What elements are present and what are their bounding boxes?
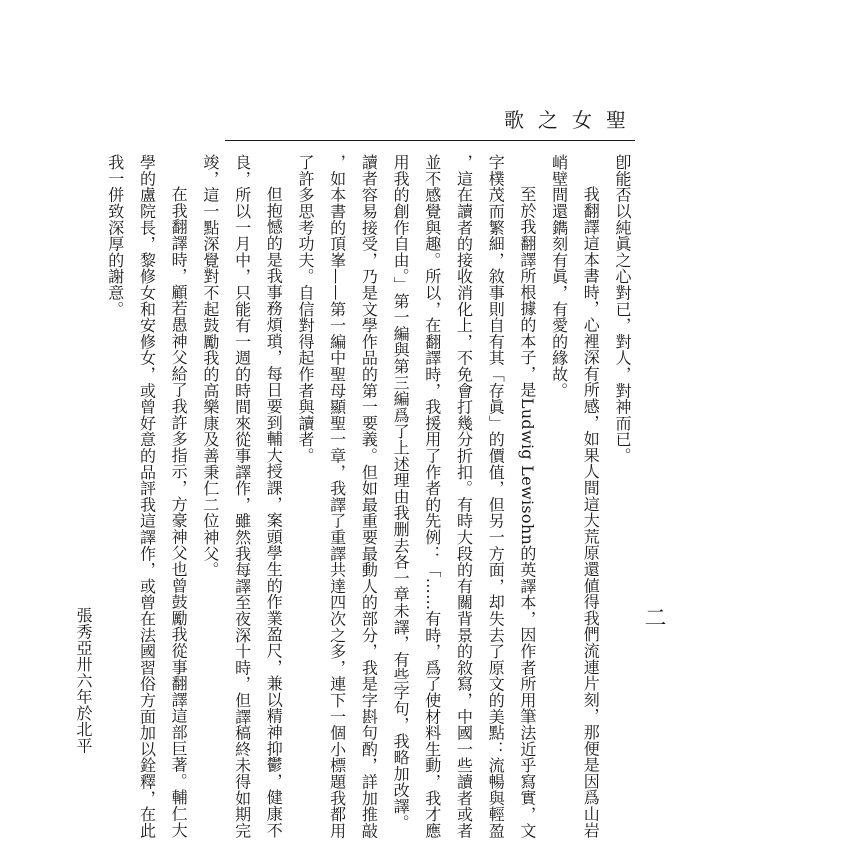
text-column: 學的盧院長，黎修女和安修女，或曾好意的品評我這譯作，或曾在法國習俗方面加以銓釋，在此 [137, 154, 157, 839]
text-column: 卽能否以純眞之心對已，對人，對神而已。 [613, 154, 632, 464]
text-column: 我一併致深厚的謝意。 [105, 154, 125, 317]
text-column: 良，所以一月中，只能有一週的時間來從事譯作，雖然我每譯至夜深十時，但譯稿終未得如期完 [232, 154, 252, 839]
preface-text [67, 154, 638, 839]
text-column: 在我翻譯時，顧若愚神父給了我許多指示，方豪神父也曾鼓勵我從事翻譯這部巨著。輔仁大 [169, 186, 189, 838]
text-column: 了許多思考功夫。自信對得起作者與讀者。 [295, 154, 315, 464]
text-column: ，如本書的頂峯——第一編中聖母顯聖一章，我譯了重譯共達四次之多，連下一個小標題我都用 [327, 154, 347, 839]
text-column: 讀者容易接受，乃是文學作品的第一要義。但如最重要最動人的部分，我是字斟句酌，詳加推敲 [359, 154, 379, 839]
signature-line: 張秀亞卅六年於北平 [74, 607, 94, 754]
header-rule [225, 140, 635, 141]
text-column: 竣，這一點深覺對不起鼓勵我的高樂康及善秉仁二位神父。 [200, 154, 220, 578]
text-column: 字樸茂而繁細，敘事則自有其「存眞」的價值，但另一方面，却失去了原文的美點：流暢與輕盈 [486, 154, 506, 839]
text-column: 但抱憾的是我事務煩瑣，每日要到輔大授課，案頭學生的作業盈尺，兼以精神抑鬱，健康不 [264, 186, 284, 838]
running-title: 聖女之歌 [504, 108, 640, 132]
page-number: 二 [641, 606, 666, 628]
text-column: ，這在讀者的接收消化上，不免會打幾分折扣。有時大段的有關背景的敘寫，中國一些讀者或者 [454, 154, 474, 839]
text-column: 用我的創作自由。」第一編與第三編爲了上述理由我删去各一章未譯，有些字句，我略加改譯。 [391, 154, 411, 831]
text-column: 我翻譯這本書時，心裡深有所感，如果人間這大荒原還値得我們流連片刻，那便是因爲山岩 [581, 186, 601, 838]
text-column: 並不感覺與趣。所以，在翻譯時，我援用了作者的先例：「……有時，爲了使材料生動，我才應 [422, 154, 442, 839]
text-column: 至於我翻譯所根據的本子，是Ludwig Lewisohn的英譯本，因作者所用筆法近乎寫實，文 [517, 186, 537, 839]
text-column: 峭壁間還鐫刻有眞，有愛的緣故。 [549, 154, 569, 399]
